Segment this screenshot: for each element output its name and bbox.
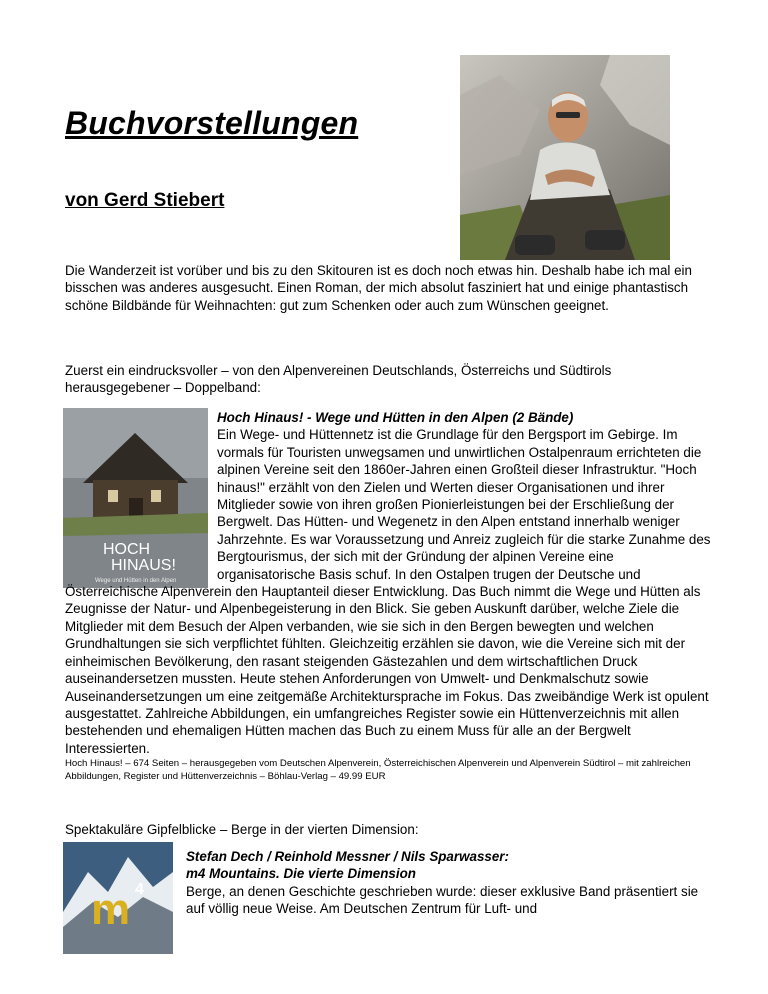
author-line: von Gerd Stiebert — [65, 190, 225, 211]
cover2-logo-sup: 4 — [135, 881, 144, 898]
book2-title: m4 Mountains. Die vierte Dimension — [186, 866, 416, 882]
intro-lead: Zuerst ein eindrucksvoller – von den Alpenvereinen Deutschlands, Österreichs und Südtirols herausgegebener – Doppelband: — [65, 363, 612, 396]
cover1-title-line2: HINAUS! — [111, 557, 176, 574]
book1-title: Hoch Hinaus! - Wege und Hütten in den Alpen (2 Bände) — [217, 410, 574, 425]
cover1-subtitle: Wege und Hütten in den Alpen — [95, 578, 177, 584]
book1-description — [65, 409, 715, 783]
book2-authors: Stefan Dech / Reinhold Messner / Nils Sparwasser: — [186, 849, 509, 864]
cover2-logo: m — [91, 885, 131, 934]
intro-paragraph: Die Wanderzeit ist vorüber und bis zu den Skitouren ist es doch noch etwas hin. Deshalb habe ich mal ein bisschen was anderes ausgesucht. Einen Roman, der mich absolut fasziniert hat und einige phantastisch schöne Bildbände für Weihnachten: gut zum Schenken oder auch zum Wünschen geeignet. — [65, 263, 692, 313]
book1-text: Ein Wege- und Hüttennetz ist die Grundlage für den Bergsport im Gebirge. Im vormals für Touristen unwegsamen und unwirtlichen Ostalpenraum errichteten die alpinen Vereine seit den 1860er-Jahren einen Großteil dieser Infrastruktur. "Hoch hinaus!" erzählt von den Zielen und Werten dieser Organisationen und ihrer Mitglieder sowie von ihren großen Pionierleistungen bei der Erschließung der Bergwelt. Das Hütten- und Wegenetz in den Alpen entstand innerhalb weniger Jahrzehnte. Es war Voraussetzung und Anreiz zugleich für die starke Zunahme des Bergtourismus, der sich mit der Gründung der alpinen Vereine eine organisatorische Basis schuf. In den Ostalpen trugen der Deutsche und Österreichische Alpenverein den Hauptanteil dieser Entwicklung. Das Buch nimmt die Wege und Hütten als Zeugnisse der Natur- und Alpenbegeisterung in den Blick. Sie geben Auskunft darüber, welche Ziele die Mitglieder mit dem Besuch der Alpen verbanden, wie sie sich in den Bergen bewegten und welchen Grundhaltungen sie sich verpflichtet fühlten. Gleichzeitig erzählen sie davon, wie die Vereine sich mit der einheimischen Bevölkerung, den rasant steigenden Gästezahlen und dem wirtschaftlichen Druck auseinandersetzen mussten. Heute stehen Anforderungen von Umwelt- und Denkmalschutz sowie Auseinandersetzungen um eine zeitgemäße Architektursprache im Fokus. Das zweibändige Werk ist opulent ausgestattet. Zahlreiche Abbildungen, ein umfangreiches Register sowie ein Hüttenverzeichnis mit allen bestehenden und ehemaligen Hütten machen das Buch zu einem Muss für alle an der Bergwelt Interessierten. — [65, 427, 711, 756]
section3-heading: Spektakuläre Gipfelblicke – Berge in der vierten Dimension: — [65, 822, 419, 837]
page-title: Buchvorstellungen — [65, 105, 359, 141]
author-photo — [460, 55, 670, 260]
book2-description — [186, 848, 716, 918]
book-cover-m4-mountains — [63, 842, 173, 954]
book2-text: Berge, an denen Geschichte geschrieben wurde: dieser exklusive Band präsentiert sie auf völlig neue Weise. Am Deutschen Zentrum für Luft- und — [186, 883, 699, 917]
cover-wrap-space — [65, 409, 217, 583]
book1-meta: Hoch Hinaus! – 674 Seiten – herausgegeben vom Deutschen Alpenverein, Österreichischen Alpenverein und Alpenverein Südtirol – mit zahlreichen Abbildungen, Register und Hüttenverzeichnis – Böhlau-Verlag – 49.99 EUR — [65, 758, 691, 783]
cover1-title-line1: HOCH — [103, 541, 151, 558]
